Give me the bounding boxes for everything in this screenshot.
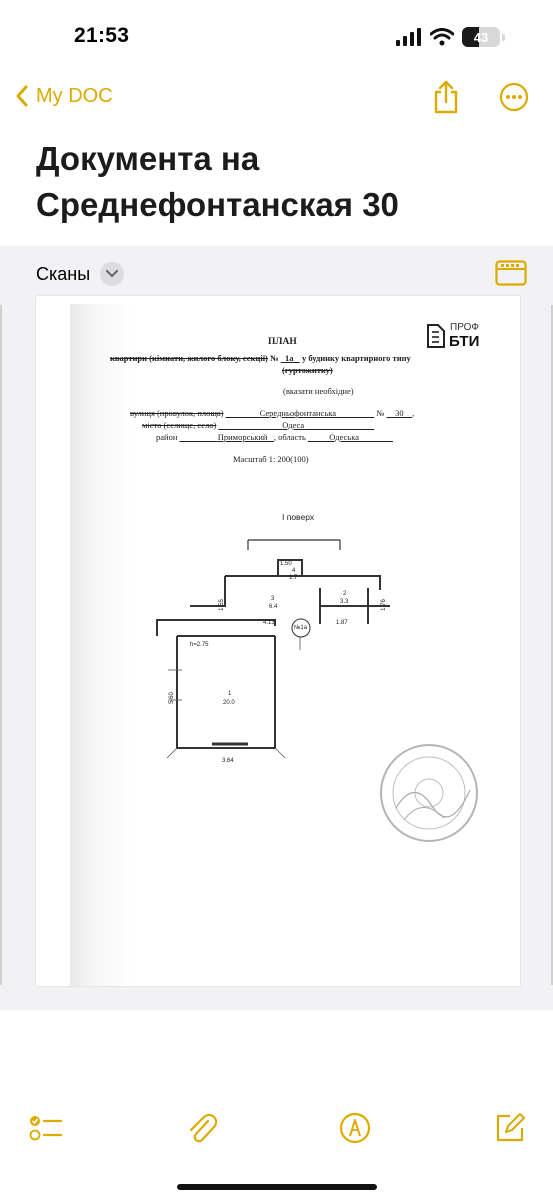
note-title[interactable]: Документа на Среднефонтанская 30 (36, 140, 399, 223)
chevron-left-icon (14, 84, 30, 108)
doc-heading: ПЛАН (268, 337, 297, 347)
scan-menu-icon[interactable] (495, 260, 527, 286)
room4-no: 4 (292, 568, 296, 574)
share-icon[interactable] (431, 80, 461, 114)
apt-tag: №1а (294, 625, 308, 631)
doc-district-row: район Приморський , область Одеська (156, 432, 359, 442)
nav-bar (0, 74, 553, 124)
attachment-icon (186, 1111, 218, 1145)
room3-dim-v: 1.55 (218, 599, 225, 611)
doc-city-row: місто (селище, село) Одеса (142, 420, 305, 430)
checklist-icon (29, 1113, 63, 1143)
more-icon[interactable] (499, 82, 529, 112)
scans-label: Сканы (36, 263, 91, 284)
scans-header[interactable] (36, 262, 124, 286)
doc-line2: (гуртожитку) (282, 365, 333, 375)
doc-scale: Масштаб 1: 200(100) (233, 454, 309, 464)
status-bar (0, 0, 553, 70)
doc-line3: (вказати необхідне) (283, 386, 354, 396)
room2-area: 3.3 (340, 599, 349, 605)
nav-actions (431, 80, 529, 114)
stamp-seal (374, 738, 484, 848)
home-indicator[interactable] (177, 1184, 377, 1190)
room1-dim-v: 5.60 (168, 692, 175, 704)
room3-area: 6.4 (269, 604, 278, 610)
document-paper (70, 304, 520, 986)
chevron-down-icon[interactable] (100, 262, 124, 286)
building-logo-icon (425, 322, 447, 348)
room4-area: 1.7 (289, 575, 298, 581)
status-icons (396, 27, 505, 47)
cellular-signal-icon (396, 28, 422, 46)
room4-dim: 1.50 (280, 561, 292, 567)
doc-line1: квартири (кімнати, жилого блоку, секції) № 1а у будинку квартирного типу (110, 353, 411, 363)
room2-dim-h: 1.87 (336, 620, 348, 626)
compose-icon (494, 1112, 526, 1144)
height-label: h=2.75 (190, 642, 209, 648)
wifi-icon (430, 28, 454, 46)
room2-no: 2 (343, 591, 347, 597)
compose-button[interactable] (490, 1108, 530, 1148)
battery-level: 43 (473, 29, 489, 45)
back-label: My DOC (36, 84, 113, 107)
markup-icon (339, 1112, 371, 1144)
markup-button[interactable] (335, 1108, 375, 1148)
doc-street-row: вулиця (провулок, площа) Середньофонтанська № 30 , (130, 408, 415, 418)
bti-logo (425, 322, 495, 350)
status-time: 21:53 (74, 24, 130, 47)
battery-icon (462, 27, 500, 47)
back-button[interactable] (14, 84, 113, 108)
room2-dim-v: 1.76 (380, 599, 387, 611)
checklist-button[interactable] (26, 1108, 66, 1148)
logo-top-text: ПРОФ (450, 322, 480, 333)
room1-no: 1 (228, 691, 232, 697)
room3-no: 3 (271, 596, 275, 602)
logo-bottom-text: БТИ (449, 333, 480, 350)
prev-scan-edge (0, 305, 2, 985)
doc-floor: I поверх (282, 512, 315, 522)
room1-dim-h: 3.64 (222, 758, 234, 764)
attachment-button[interactable] (182, 1108, 222, 1148)
room1-area: 20.0 (223, 700, 235, 706)
room3-dim-h: 4.13 (263, 620, 275, 626)
scanned-document[interactable] (36, 296, 520, 986)
bottom-toolbar (0, 1108, 553, 1148)
